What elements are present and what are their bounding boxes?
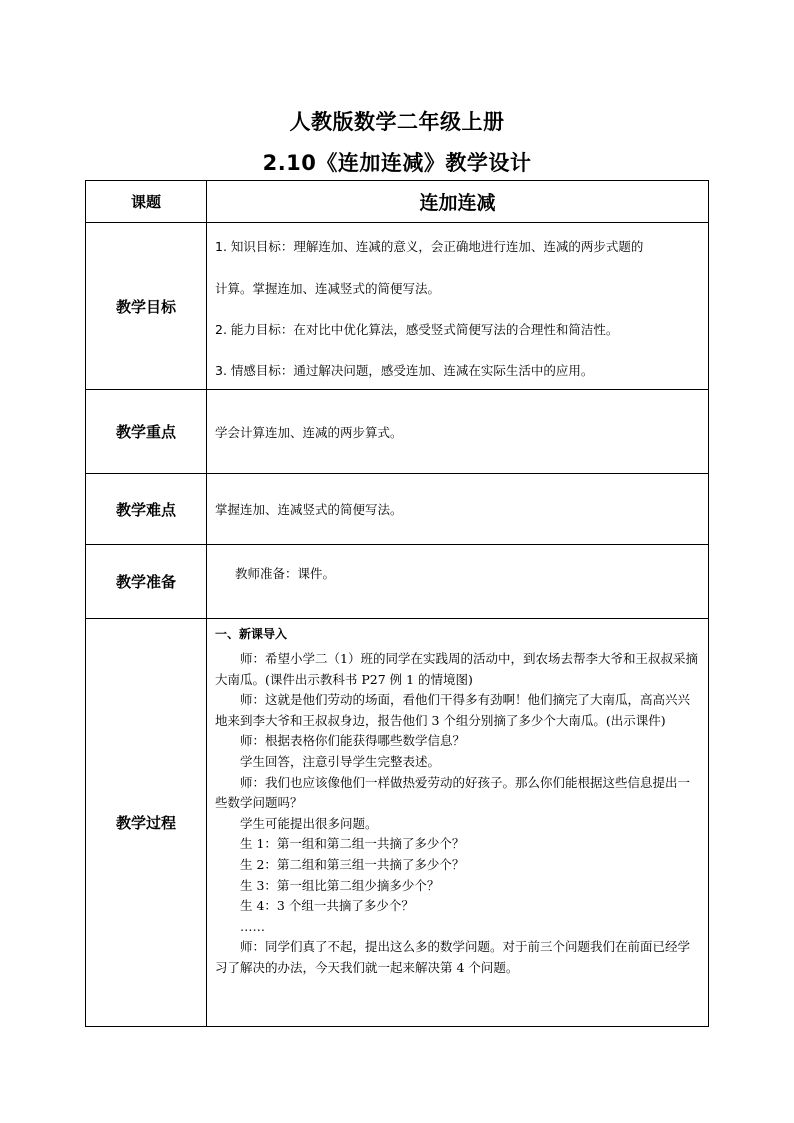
process-label: 教学过程: [86, 619, 207, 1027]
goals-label: 教学目标: [86, 223, 207, 390]
process-paragraph: 生 3：第一组比第二组少摘多少个？: [240, 877, 440, 893]
goal-3: 3. 情感目标：通过解决问题，感受连加、连减在实际生活中的应用。: [215, 362, 594, 378]
key-point-label: 教学重点: [86, 390, 207, 474]
document-title: 人教版数学二年级上册: [289, 110, 505, 134]
process-paragraph: 师：这就是他们劳动的场面，看他们干得多有劲啊！他们摘完了大南瓜，高高兴兴地来到李大爷和王叔叔身边，报告他们 3 个组分别摘了多少个大南瓜。(出示课件): [215, 692, 691, 728]
process-paragraph: 师：根据表格你们能获得哪些数学信息？: [240, 733, 466, 749]
preparation-value: 教师准备：课件。: [207, 545, 709, 619]
topic-label: 课题: [86, 181, 207, 223]
process-cell: [207, 619, 709, 1027]
difficulty-value: 掌握连加、连减竖式的简便写法。: [207, 474, 709, 545]
topic-row: [86, 181, 709, 223]
difficulty-label: 教学难点: [86, 474, 207, 545]
lesson-title: 2.10《连加连减》教学设计: [262, 151, 532, 175]
topic-value: 连加连减: [207, 181, 709, 223]
goal-1-line-1: 1. 知识目标：理解连加、连减的意义，会正确地进行连加、连减的两步式题的: [215, 238, 644, 254]
process-paragraph: ……: [240, 918, 265, 934]
goals-cell: [207, 223, 709, 390]
difficulty-row: [86, 474, 709, 545]
goals-row: [86, 223, 709, 390]
process-row: [86, 619, 709, 1027]
process-paragraph: 师：同学们真了不起，提出这么多的数学问题。对于前三个问题我们在前面已经学习了解决的办法，今天我们就一起来解决第 4 个问题。: [215, 939, 691, 975]
process-paragraph: 生 4：3 个组一共摘了多少个？: [240, 898, 414, 914]
preparation-row: [86, 545, 709, 619]
process-paragraph: 生 2：第二组和第三组一共摘了多少个？: [240, 856, 465, 872]
section-heading: 一、新课导入: [215, 627, 288, 641]
key-point-value: 学会计算连加、连减的两步算式。: [207, 390, 709, 474]
key-point-row: [86, 390, 709, 474]
goal-1-line-2: 计算。掌握连加、连减竖式的简便写法。: [215, 280, 441, 296]
process-paragraph: 师：希望小学二（1）班的同学在实践周的活动中，到农场去帮李大爷和王叔叔采摘大南瓜。(课件出示教科书 P27 例 1 的情境图): [215, 651, 698, 687]
process-paragraph: 学生可能提出很多问题。: [240, 815, 378, 831]
preparation-label: 教学准备: [86, 545, 207, 619]
process-paragraph: 师：我们也应该像他们一样做热爱劳动的好孩子。那么你们能根据这些信息提出一些数学问题吗？: [215, 774, 691, 811]
goal-2: 2. 能力目标：在对比中优化算法，感受竖式简便写法的合理性和简洁性。: [215, 321, 619, 337]
process-paragraph: 生 1：第一组和第二组一共摘了多少个？: [240, 836, 465, 852]
process-paragraph: 学生回答，注意引导学生完整表述。: [240, 753, 441, 769]
lesson-plan-table: [85, 180, 709, 1027]
